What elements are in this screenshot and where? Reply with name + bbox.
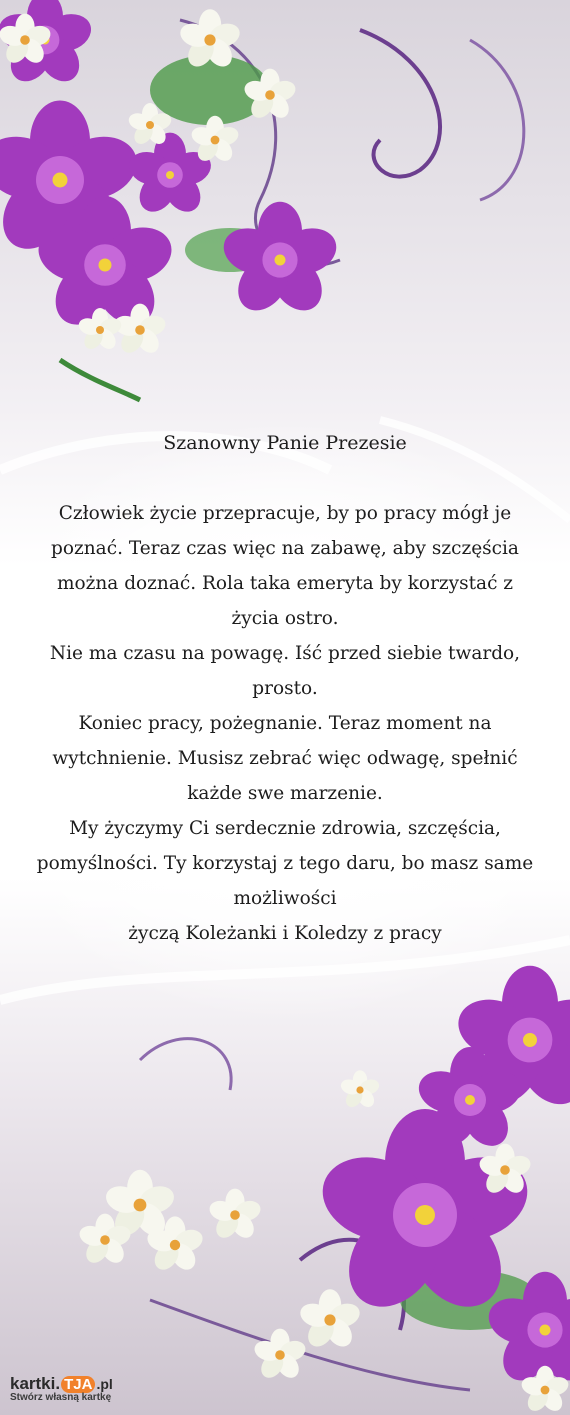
signature-line: życzą Koleżanki i Koledzy z pracy	[128, 923, 442, 944]
wish-line: można doznać. Rola taka emeryta by korzystać z	[56, 573, 514, 594]
wish-line: każde swe marzenie.	[187, 783, 383, 804]
wish-line: prosto.	[252, 678, 318, 699]
wishes-text	[20, 425, 550, 951]
logo-name: kartki.	[10, 1374, 61, 1393]
wish-line: pomyślności. Ty korzystaj z tego daru, bo masz same	[36, 853, 534, 874]
logo-domain: .pl	[96, 1376, 113, 1392]
wish-line: możliwości	[233, 888, 337, 909]
wish-line: Człowiek życie przepracuje, by po pracy mógł je	[58, 503, 512, 524]
wish-line: wytchnienie. Musisz zebrać więc odwagę, spełnić	[52, 748, 518, 769]
logo-badge: TJA	[61, 1376, 95, 1393]
wish-line: My życzymy Ci serdecznie zdrowia, szczęścia,	[69, 818, 501, 839]
wish-line: Nie ma czasu na powagę. Iść przed siebie twardo,	[49, 643, 521, 664]
logo-tagline: Stwórz własną kartkę	[10, 1392, 112, 1403]
site-logo-link[interactable]	[10, 1374, 113, 1403]
greeting-line: Szanowny Panie Prezesie	[163, 432, 407, 454]
wish-line: poznać. Teraz czas więc na zabawę, aby szczęścia	[51, 538, 519, 559]
wish-line: Koniec pracy, pożegnanie. Teraz moment na	[78, 713, 492, 734]
wish-line: życia ostro.	[231, 608, 339, 629]
